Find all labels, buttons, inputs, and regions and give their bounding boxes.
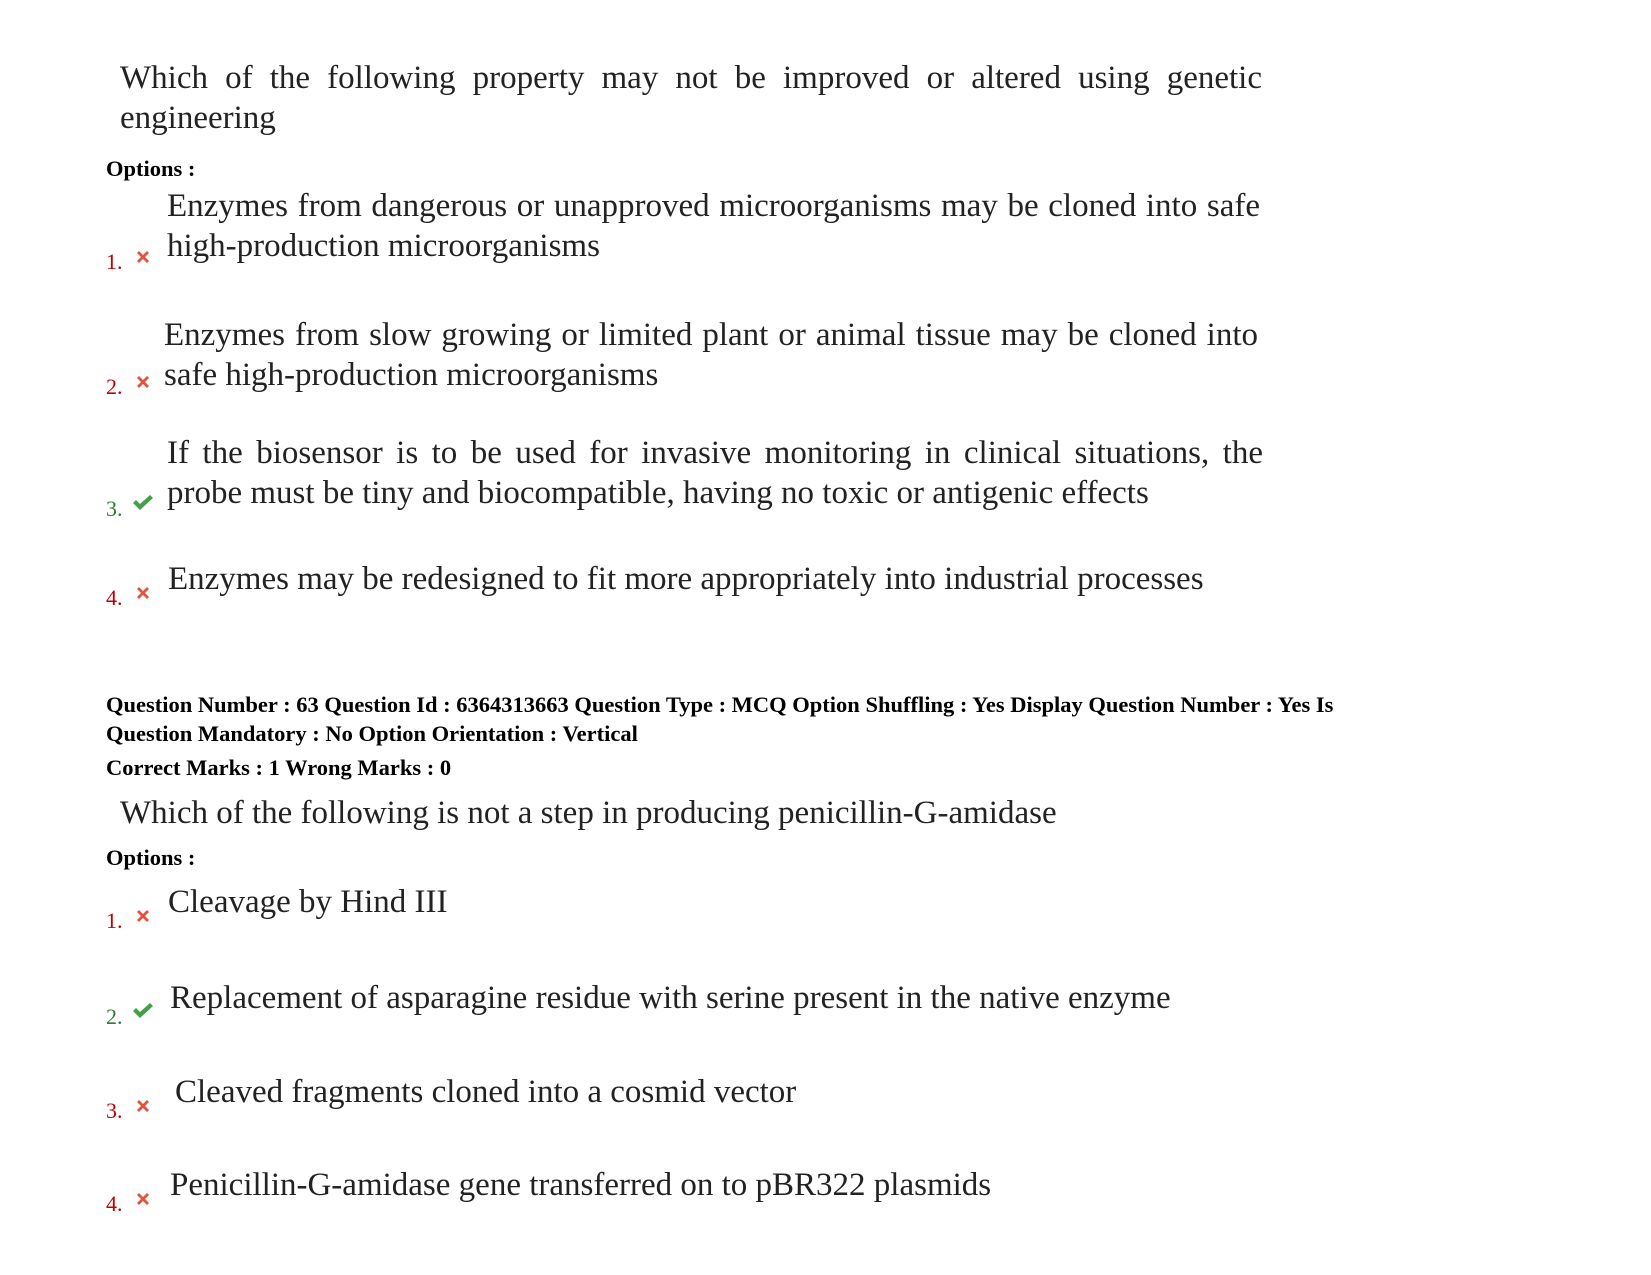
option-text: Cleavage by Hind III xyxy=(168,884,448,920)
question-meta-line: Question Number : 63 Question Id : 6364313663 Question Type : MCQ Option Shuffling : Yes Display Question Number : Yes Is xyxy=(106,692,1334,717)
option-text: Replacement of asparagine residue with serine present in the native enzyme xyxy=(170,980,1171,1016)
option-text: Penicillin-G-amidase gene transferred on to pBR322 plasmids xyxy=(170,1167,992,1203)
option-number: 1. xyxy=(106,908,123,933)
question-text: Which of the following is not a step in producing penicillin-G-amidase xyxy=(120,795,1057,831)
cross-mark-icon xyxy=(133,1189,153,1209)
options-label: Options : xyxy=(106,156,196,181)
marks-line: Correct Marks : 1 Wrong Marks : 0 xyxy=(106,755,452,780)
option-text: Enzymes from dangerous or unapproved microorganisms may be cloned into safe high-production microorganisms xyxy=(167,188,1260,264)
check-mark-icon xyxy=(131,493,155,513)
cross-mark-icon xyxy=(133,1096,153,1116)
cross-mark-icon xyxy=(133,906,153,926)
option-text: Cleaved fragments cloned into a cosmid vector xyxy=(175,1074,797,1110)
option-number: 3. xyxy=(106,1098,123,1123)
check-mark-icon xyxy=(131,1001,155,1021)
option-number: 4. xyxy=(106,585,123,610)
cross-mark-icon xyxy=(133,583,153,603)
option-number: 3. xyxy=(106,496,123,521)
cross-mark-icon xyxy=(133,247,153,267)
option-number: 2. xyxy=(106,1004,123,1029)
options-label: Options : xyxy=(106,845,196,870)
option-text: Enzymes from slow growing or limited plant or animal tissue may be cloned into safe high-production microorganisms xyxy=(164,317,1258,393)
cross-mark-icon xyxy=(133,372,153,392)
option-number: 4. xyxy=(106,1191,123,1216)
option-number: 1. xyxy=(106,249,123,274)
question-prev-text: Which of the following property may not be improved or altered using genetic engineering xyxy=(120,60,1262,136)
option-number: 2. xyxy=(106,374,123,399)
option-text: Enzymes may be redesigned to fit more appropriately into industrial processes xyxy=(168,561,1204,597)
option-text: If the biosensor is to be used for invasive monitoring in clinical situations, the probe must be tiny and biocompatible, having no toxic or antigenic effects xyxy=(167,435,1263,511)
question-meta-line: Question Mandatory : No Option Orientation : Vertical xyxy=(106,721,638,746)
